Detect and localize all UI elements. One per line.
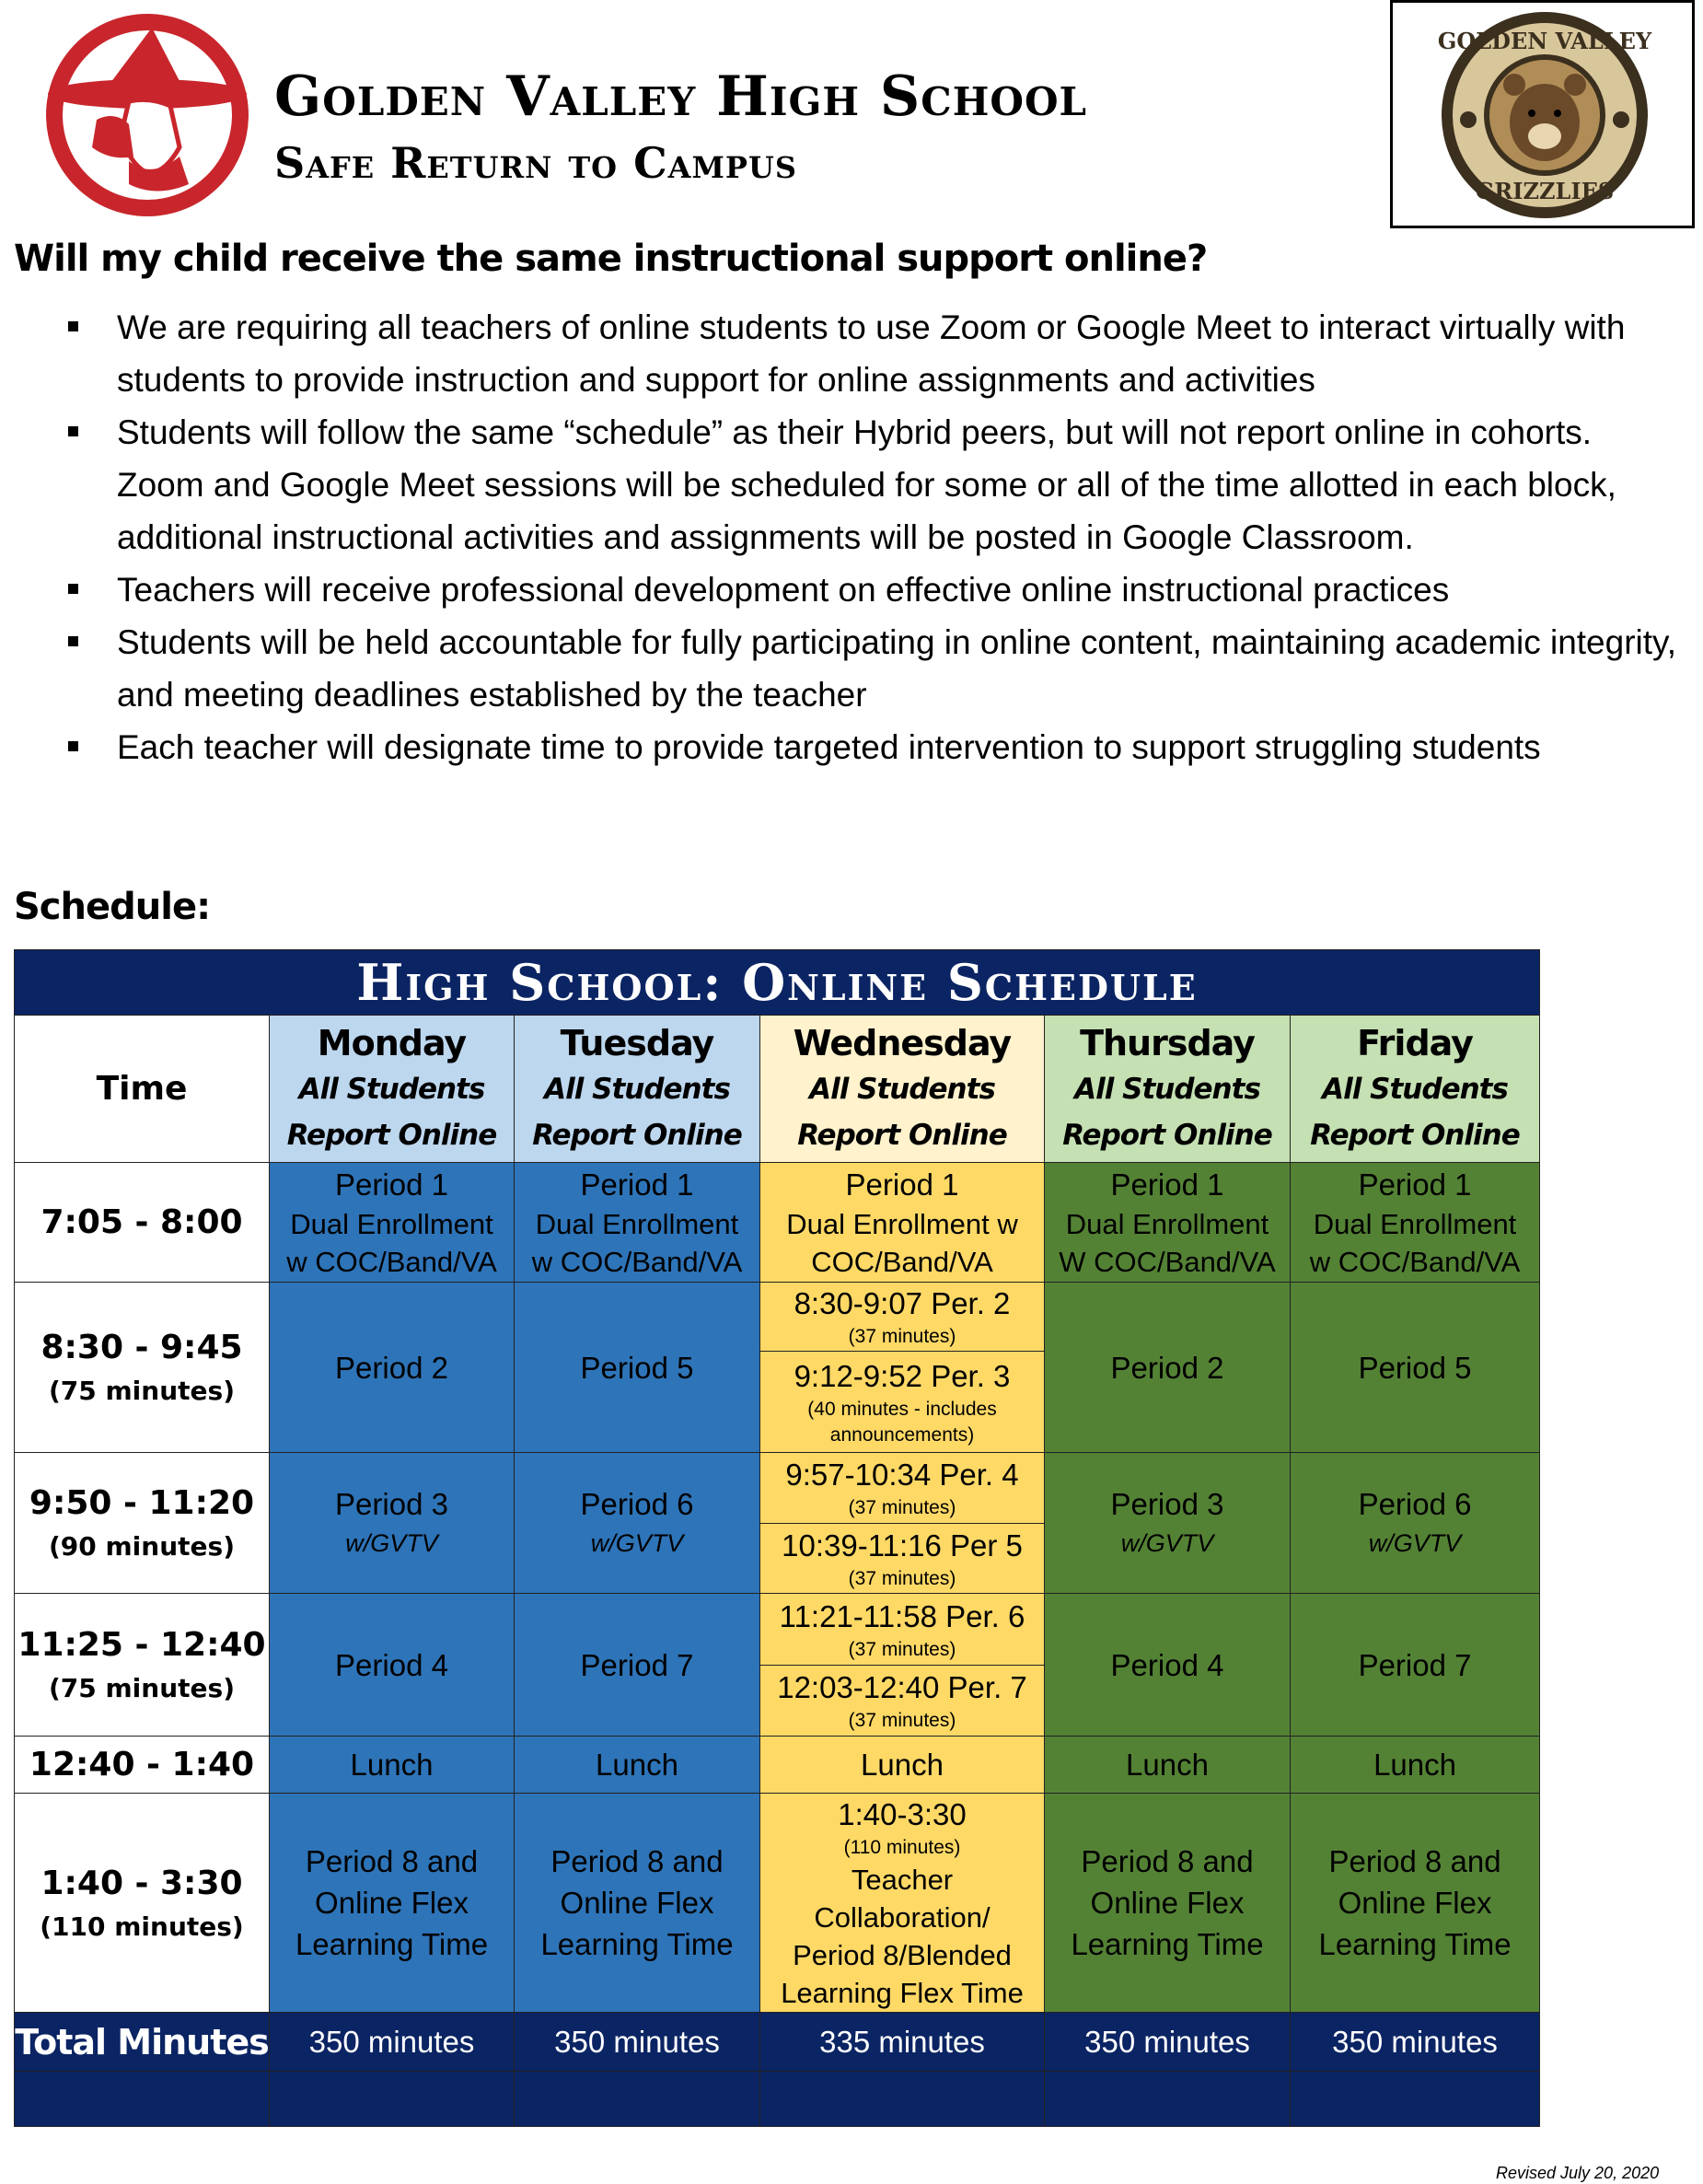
bullet-text: Students will follow the same “schedule” as their Hybrid peers, but will not report online in cohorts. Zoom and Google Meet sessions will be scheduled for some or all of the time allotted in each block, additional instructional activities and assignments will be posted in Google Classroom. (117, 413, 1616, 556)
page-subtitle: Safe Return to Campus (274, 138, 798, 188)
time-header: Time (15, 1016, 270, 1163)
cell-monday-block-3: Period 3 w/GVTV (270, 1453, 515, 1594)
cell-thursday-period-8: Period 8 and Online Flex Learning Time (1045, 1794, 1291, 2013)
table-row (15, 1737, 1540, 1794)
day-header-friday: Friday All Students Report Online (1291, 1016, 1540, 1163)
bullet-text: Students will be held accountable for fully participating in online content, maintaining academic integrity, and meeting deadlines established by the teacher (117, 623, 1677, 714)
cell-thursday-lunch: Lunch (1045, 1737, 1291, 1794)
badge-top-text: GOLDEN VALLEY (1437, 28, 1652, 54)
school-name: Golden Valley High School (274, 64, 1088, 129)
table-row (15, 1163, 1540, 1283)
cell-friday-block-3: Period 6 w/GVTV (1291, 1453, 1540, 1594)
total-monday: 350 minutes (270, 2013, 515, 2072)
schedule-heading: Schedule: (14, 886, 211, 928)
cell-monday-period-8: Period 8 and Online Flex Learning Time (270, 1794, 515, 2013)
cell-monday-block-2: Period 2 (270, 1283, 515, 1453)
cell-thursday-period-1: Period 1 Dual Enrollment W COC/Band/VA (1045, 1163, 1291, 1283)
empty-cell (760, 2072, 1045, 2127)
total-tuesday: 350 minutes (515, 2013, 760, 2072)
cell-tuesday-block-2: Period 5 (515, 1283, 760, 1453)
table-row (15, 1283, 1540, 1453)
time-cell: 9:50 - 11:20 (90 minutes) (15, 1453, 270, 1594)
table-title: High School: Online Schedule (15, 950, 1540, 1016)
grizzlies-badge (1390, 0, 1695, 228)
school-logo (41, 9, 253, 221)
cell-wednesday-block-3: 9:57-10:34 Per. 4 (37 minutes) 10:39-11:16 Per 5 (37 minutes) (760, 1453, 1045, 1594)
list-item (0, 301, 1703, 406)
empty-cell (15, 2072, 270, 2127)
time-cell: 7:05 - 8:00 (15, 1163, 270, 1283)
cell-monday-period-1: Period 1 Dual Enrollment w COC/Band/VA (270, 1163, 515, 1283)
time-cell: 12:40 - 1:40 (15, 1737, 270, 1794)
cell-monday-block-4: Period 4 (270, 1594, 515, 1737)
cell-wednesday-lunch: Lunch (760, 1737, 1045, 1794)
bullet-square-icon (68, 636, 78, 646)
total-thursday: 350 minutes (1045, 2013, 1291, 2072)
cell-wednesday-block-2: 8:30-9:07 Per. 2 (37 minutes) 9:12-9:52 Per. 3 (40 minutes - includes announcements) (760, 1283, 1045, 1453)
time-cell: 11:25 - 12:40 (75 minutes) (15, 1594, 270, 1737)
day-header-tuesday: Tuesday All Students Report Online (515, 1016, 760, 1163)
bullet-text: We are requiring all teachers of online students to use Zoom or Google Meet to interact virtually with students to provide instruction and support for online assignments and activities (117, 308, 1626, 399)
day-header-thursday: Thursday All Students Report Online (1045, 1016, 1291, 1163)
list-item (0, 721, 1703, 773)
day-header-wednesday: Wednesday All Students Report Online (760, 1016, 1045, 1163)
cell-thursday-block-4: Period 4 (1045, 1594, 1291, 1737)
cell-tuesday-period-8: Period 8 and Online Flex Learning Time (515, 1794, 760, 2013)
bullet-square-icon (68, 584, 78, 594)
empty-cell (1045, 2072, 1291, 2127)
bullet-square-icon (68, 321, 78, 331)
cell-tuesday-block-4: Period 7 (515, 1594, 760, 1737)
cell-wednesday-period-8: 1:40-3:30 (110 minutes) Teacher Collaboration/ Period 8/Blended Learning Flex Time (760, 1794, 1045, 2013)
cell-friday-period-8: Period 8 and Online Flex Learning Time (1291, 1794, 1540, 2013)
list-item (0, 616, 1703, 721)
online-schedule-table (14, 949, 1540, 2127)
bullet-square-icon (68, 426, 78, 436)
cell-friday-block-2: Period 5 (1291, 1283, 1540, 1453)
table-row (15, 1453, 1540, 1594)
empty-cell (515, 2072, 760, 2127)
time-cell: 1:40 - 3:30 (110 minutes) (15, 1794, 270, 2013)
cell-wednesday-block-4: 11:21-11:58 Per. 6 (37 minutes) 12:03-12:40 Per. 7 (37 minutes) (760, 1594, 1045, 1737)
list-item (0, 406, 1703, 563)
day-header-monday: Monday All Students Report Online (270, 1016, 515, 1163)
faq-bullet-list (0, 301, 1703, 773)
table-row (15, 2013, 1540, 2072)
empty-cell (270, 2072, 515, 2127)
cell-friday-lunch: Lunch (1291, 1737, 1540, 1794)
bullet-text: Each teacher will designate time to provide targeted intervention to support struggling students (117, 728, 1541, 766)
revised-date: Revised July 20, 2020 (1496, 2164, 1660, 2182)
cell-wednesday-period-1: Period 1 Dual Enrollment w COC/Band/VA (760, 1163, 1045, 1283)
total-minutes-label: Total Minutes (15, 2013, 270, 2072)
badge-bottom-text: GRIZZLIES (1475, 178, 1615, 204)
cell-tuesday-block-3: Period 6 w/GVTV (515, 1453, 760, 1594)
time-cell: 8:30 - 9:45 (75 minutes) (15, 1283, 270, 1453)
bullet-text: Teachers will receive professional development on effective online instructional practices (117, 571, 1450, 609)
total-wednesday: 335 minutes (760, 2013, 1045, 2072)
cell-thursday-block-2: Period 2 (1045, 1283, 1291, 1453)
cell-friday-block-4: Period 7 (1291, 1594, 1540, 1737)
cell-monday-lunch: Lunch (270, 1737, 515, 1794)
cell-tuesday-lunch: Lunch (515, 1737, 760, 1794)
cell-thursday-block-3: Period 3 w/GVTV (1045, 1453, 1291, 1594)
table-row (15, 2072, 1540, 2127)
cell-friday-period-1: Period 1 Dual Enrollment w COC/Band/VA (1291, 1163, 1540, 1283)
faq-question: Will my child receive the same instructional support online? (14, 238, 1208, 280)
table-row (15, 1794, 1540, 2013)
empty-cell (1291, 2072, 1540, 2127)
cell-tuesday-period-1: Period 1 Dual Enrollment w COC/Band/VA (515, 1163, 760, 1283)
total-friday: 350 minutes (1291, 2013, 1540, 2072)
list-item (0, 563, 1703, 616)
table-row (15, 1594, 1540, 1737)
bullet-square-icon (68, 741, 78, 751)
